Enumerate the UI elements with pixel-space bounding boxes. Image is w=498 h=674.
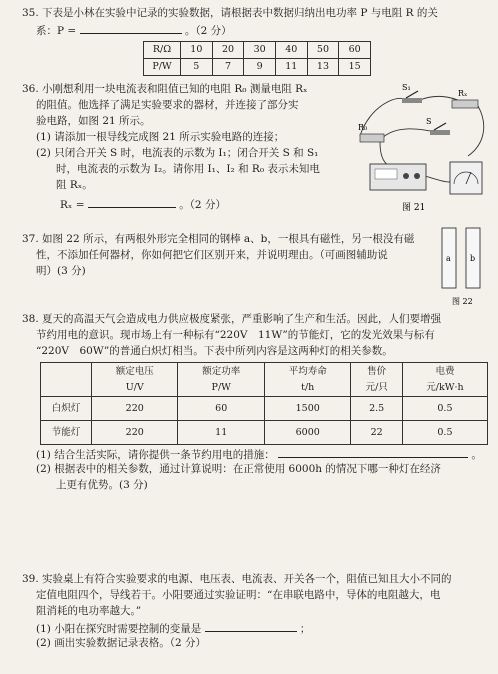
q38-line2: 节约用电的意识。现市场上有一种标有“220V 11W”的节能灯，它的发光效果与标有 bbox=[36, 329, 435, 341]
q36-answer-blank bbox=[88, 196, 176, 208]
q35-r-cell: 40 bbox=[275, 42, 307, 59]
q38-row-name: 白炽灯 bbox=[41, 397, 92, 421]
q37-line2: 性，不添加任何器材，你如何把它们区别开来，并说明理由。（可画图辅助说 bbox=[36, 249, 388, 261]
q35-data-table bbox=[143, 41, 371, 76]
q38-row-incandescent bbox=[41, 397, 488, 421]
q38-header-voltage bbox=[92, 363, 178, 397]
q39-sub1-blank bbox=[205, 620, 297, 632]
q35-header-p: P/W bbox=[144, 59, 181, 76]
q37-line1: 37. 如图 22 所示，有两根外形完全相同的钢棒 a、b，一根具有磁性，另一根没有磁 bbox=[22, 233, 415, 245]
rod-b-label: b bbox=[470, 254, 476, 263]
q36-answer-line bbox=[60, 196, 226, 214]
q36-line2: 的阻值。他选择了满足实验要求的器材，并连接了部分实 bbox=[36, 99, 299, 111]
q38-header-electricity-unit: 元/kW·h bbox=[426, 381, 464, 393]
q35-line1: 35. 下表是小林在实验中记录的实验数据，请根据表中数据归纳出电功率 P 与电阻 R 的关 bbox=[22, 7, 438, 19]
q38-corner-cell bbox=[41, 363, 92, 397]
wire bbox=[425, 176, 450, 182]
q38-sub1-text: (1) 结合生活实际，请你提供一条节约用电的措施： bbox=[36, 449, 275, 461]
ammeter bbox=[450, 162, 482, 194]
rod-a-label: a bbox=[446, 254, 451, 263]
q38-header-price-name: 售价 bbox=[367, 366, 387, 377]
switch-s1 bbox=[402, 98, 422, 103]
figure-21-caption: 图 21 bbox=[402, 203, 426, 213]
q35-row-r bbox=[144, 42, 371, 59]
q39-line2: 定值电阻四个，导线若干。小阳要通过实验证明：“在串联电路中，导体的电阻越大，电 bbox=[36, 589, 441, 601]
q35-r-cell: 60 bbox=[339, 42, 371, 59]
q35-row-p bbox=[144, 59, 371, 76]
q38-lamp-table bbox=[40, 362, 488, 445]
q36-score: 。（2 分） bbox=[179, 199, 226, 211]
label-rx: Rₓ bbox=[458, 89, 468, 98]
q38-header-power-name: 额定功率 bbox=[202, 366, 241, 377]
q35-p-cell: 13 bbox=[307, 59, 339, 76]
q38-sub2b: 上更有优势。(3 分) bbox=[56, 479, 148, 491]
q35-answer-blank bbox=[80, 22, 182, 34]
q38-header-voltage-unit: U/V bbox=[125, 381, 144, 393]
q38-cell: 220 bbox=[92, 397, 178, 421]
q38-cell: 1500 bbox=[264, 397, 350, 421]
q39-line1: 39. 实验桌上有符合实验要求的电源、电压表、电流表、开关各一个，阻值已知且大小不同的 bbox=[22, 573, 452, 585]
q39-sub2: (2) 画出实验数据记录表格。（2 分） bbox=[36, 637, 206, 649]
q35-p-cell: 15 bbox=[339, 59, 371, 76]
q35-score: 。（2 分） bbox=[184, 25, 232, 37]
q36-line1: 36. 小刚想利用一块电流表和阻值已知的电阻 R₀ 测量电阻 Rₓ bbox=[22, 83, 308, 95]
q38-header-power bbox=[178, 363, 264, 397]
q36-sub1: (1) 请添加一根导线完成图 21 所示实验电路的连接； bbox=[36, 131, 285, 143]
q35-p-cell: 9 bbox=[244, 59, 276, 76]
q35-line2 bbox=[36, 22, 232, 40]
resistor-rx bbox=[452, 100, 478, 108]
wire bbox=[380, 129, 436, 140]
terminal bbox=[414, 173, 420, 179]
q38-cell: 6000 bbox=[264, 421, 350, 445]
q38-cell: 0.5 bbox=[402, 421, 487, 445]
q38-header-voltage-name: 额定电压 bbox=[115, 366, 154, 377]
q35-p-cell: 11 bbox=[275, 59, 307, 76]
resistor-r0 bbox=[360, 134, 384, 142]
q37-line3: 明）(3 分) bbox=[36, 265, 86, 277]
q36-sub2a: (2) 只闭合开关 S 时，电流表的示数为 I₁；闭合开关 S 和 S₁ bbox=[36, 147, 319, 159]
q38-sub2a: (2) 根据表中的相关参数，通过计算说明：在正常使用 6000h 的情况下哪一种灯在经济 bbox=[36, 463, 441, 475]
q38-cell: 2.5 bbox=[351, 397, 402, 421]
q35-r-cell: 30 bbox=[244, 42, 276, 59]
q38-header-life bbox=[264, 363, 350, 397]
q38-sub1-blank bbox=[278, 446, 468, 458]
q39-line3: 阻消耗的电功率越大。” bbox=[36, 605, 142, 617]
q38-line3: “220V 60W”的普通白炽灯相当。下表中所列内容是这两种灯的相关参数。 bbox=[36, 345, 393, 357]
q35-r-cell: 50 bbox=[307, 42, 339, 59]
switch-s bbox=[430, 130, 450, 135]
q38-line1: 38. 夏天的高温天气会造成电力供应极度紧张，严重影响了生产和生活。因此，人们要增强 bbox=[22, 313, 442, 325]
q38-cell: 220 bbox=[92, 421, 178, 445]
q35-p-cell: 5 bbox=[181, 59, 213, 76]
q38-cell: 60 bbox=[178, 397, 264, 421]
q35-r-cell: 20 bbox=[212, 42, 244, 59]
figure-22-caption: 图 22 bbox=[452, 297, 473, 306]
wire bbox=[468, 106, 484, 156]
q38-table-header-row bbox=[41, 363, 488, 397]
terminal bbox=[403, 173, 409, 179]
q35-formula-label: 系：P = bbox=[36, 25, 77, 37]
label-s1: S₁ bbox=[402, 84, 411, 92]
power-supply-display bbox=[375, 169, 397, 179]
q38-header-price bbox=[351, 363, 402, 397]
q35-header-r: R/Ω bbox=[144, 42, 181, 59]
q35-p-cell: 7 bbox=[212, 59, 244, 76]
switch-s-lever bbox=[434, 123, 446, 130]
figure-21-circuit bbox=[340, 84, 490, 214]
q39-sub1-text: (1) 小阳在探究时需要控制的变量是 bbox=[36, 623, 202, 635]
q38-header-electricity-name: 电费 bbox=[435, 366, 455, 377]
label-r0: R₀ bbox=[358, 123, 368, 132]
q36-sub2b: 时，电流表的示数为 I₂。请你用 I₁、I₂ 和 R₀ 表示未知电 bbox=[56, 163, 320, 175]
figure-22-rods bbox=[434, 226, 490, 308]
q39-sub1-end: ； bbox=[299, 623, 311, 635]
q38-cell: 22 bbox=[351, 421, 402, 445]
q35-r-cell: 10 bbox=[181, 42, 213, 59]
q39-sub1 bbox=[36, 620, 310, 638]
q38-row-energy-saving bbox=[41, 421, 488, 445]
q38-cell: 0.5 bbox=[402, 397, 487, 421]
q38-header-price-unit: 元/只 bbox=[365, 381, 388, 393]
label-s: S bbox=[426, 117, 432, 126]
q38-sub1-end: 。 bbox=[471, 449, 482, 461]
q38-header-life-unit: t/h bbox=[301, 381, 315, 393]
q36-answer-label: Rₓ = bbox=[60, 199, 85, 211]
q38-row-name: 节能灯 bbox=[41, 421, 92, 445]
q36-sub2c: 阻 Rₓ。 bbox=[56, 179, 93, 191]
q38-cell: 11 bbox=[178, 421, 264, 445]
q38-sub1 bbox=[36, 446, 482, 464]
switch-s1-lever bbox=[406, 91, 418, 98]
q38-header-power-unit: P/W bbox=[211, 381, 231, 393]
q38-header-electricity bbox=[402, 363, 487, 397]
q38-header-life-name: 平均寿命 bbox=[288, 366, 327, 377]
q36-line3: 验电路，如图 21 所示。 bbox=[36, 115, 151, 127]
